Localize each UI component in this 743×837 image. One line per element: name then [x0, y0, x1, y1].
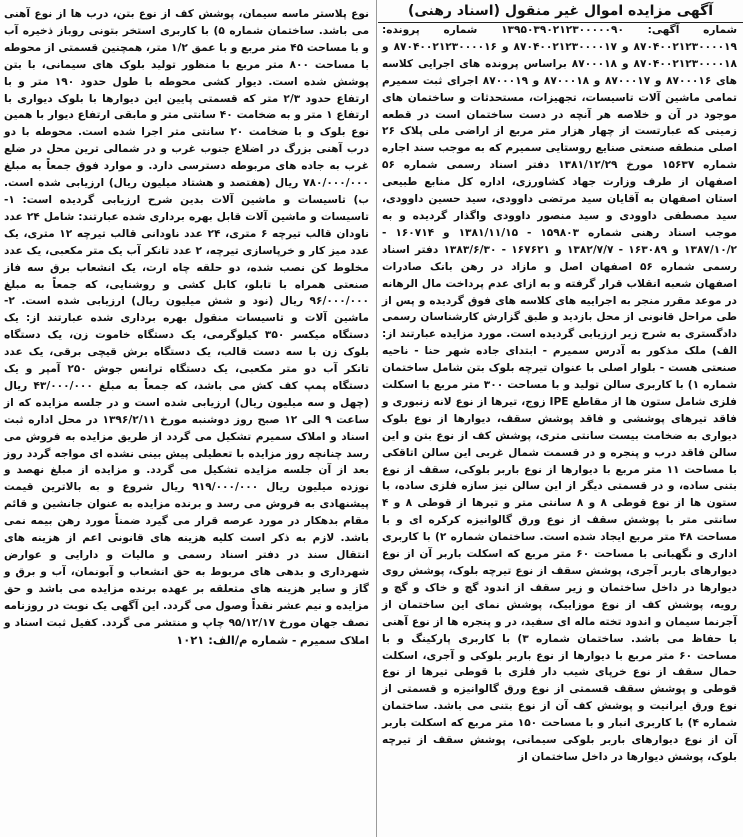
notice-number: شماره م/الف: ۱۰۲۱ [176, 632, 289, 647]
notice-title: آگهی مزایده اموال غیر منقول (اسناد رهنی) [378, 0, 743, 23]
notice-right-column [378, 0, 743, 837]
left-column-text: نوع پلاستر ماسه سیمان، پوشش کف از نوع بتن، درب ها از نوع آهنی می باشد. ساختمان شماره ۵) با کاربری استخر بتونی روباز ذخیره آب و با مساحت ۴۵ متر مربع و با عمق ۱/۲ متر، همچنین قسمتی از محوطه با مساحت ۸۰۰ متر مربع با منظور تولید بلوک های سیمانی، با بتن پوشش شده است. دیوار کشی محوطه با طول حدود ۱۹۰ متر و با ارتفاع حدود ۲/۳ متر که قسمتی پایین این دیوارها با بلوک دیواری با ارتفاع ۱ متر و به ضخامت ۴۰ سانتی متر و مابقی ارتفاع دیوار با همین نوع بلوک و با ضخامت ۲۰ سانتی متر اجرا شده است. محوطه با دو درب آهنی بزرگ در اضلاع جنوب غرب و در شمالی ترین محل در ضلع غرب به جاده های مربوطه دسترسی دارد. و موارد فوق جمعاً به مبلغ ۷۸۰/۰۰۰/۰۰۰ ریال (هفتصد و هشتاد میلیون ریال) ارزیابی شده است. ب) تاسیسات و ماشین آلات بدین شرح ارزیابی گردیده است: ۱- تاسیسات و ماشین آلات قابل بهره برداری شده عبارتند: شامل ۲۴ عدد ناودان قالب تیرچه ۶ متری، ۲۴ عدد ناودانی قالب تیرچه ۱۲ متری، یک عدد میز کار و خرپاسازی تیرچه، ۲ عدد تانکر آب یک متر مکعبی، یک عدد مخلوط کن نصب شده، دو حلقه چاه ارت، یک انشعاب برق سه فاز صنعتی همراه با تابلو، کابل کشی و روشنایی، که جمعاً به مبلغ ۹۶/۰۰۰/۰۰۰ ریال (نود و شش میلیون ریال) ارزیابی شده است. ۲- ماشین آلات و تاسیسات منقول بهره برداری شده عبارتند از: یک دستگاه میکسر ۳۵۰ کیلوگرمی، یک دستگاه خاموت زن، یک دستگاه بلوک زن با سه دست قالب، یک دستگاه برش قیچی برقی، یک عدد تانکر آب دو متر مکعبی، یک دستگاه ترانس جوش ۲۵۰ آمپر و یک دستگاه پمپ کف کش می باشد، که جمعاً به مبلغ ۴۳/۰۰۰/۰۰۰ ریال (چهل و سه میلیون ریال) ارزیابی شده است و در جلسه مزایده که از ساعت ۹ الی ۱۲ صبح روز دوشنبه مورخ ۱۳۹۶/۲/۱۱ در محل اداره ثبت اسناد و املاک سمیرم تشکیل می گردد از طریق مزایده به فروش می رسد چنانچه روز مزایده با تعطیلی پیش بینی نشده ای مواجه گردد روز بعد از آن جلسه مزایده تشکیل می گردد. و مزایده از مبلغ نهصد و نوزده میلیون ریال ۹۱۹/۰۰۰/۰۰۰ ریال شروع و به بالاترین قیمت پیشنهادی به فروش می رسد و برنده مزایده به عنوان جانشین و قائم مقام بدهکار در مورد عرصه قرار می گیرد ضمناً مورد رهن بیمه نمی باشد. لازم به ذکر است کلیه هزینه های قانونی اعم از هزینه های انتقال سند در دفتر اسناد رسمی و مالیات و دارایی و عوارض شهرداری و بدهی های مربوط به حق انشعاب و آبونمان، آب و برق و گاز و سایر هزینه های متعلقه بر عهده برنده مزایده می باشد و حق مزایده و نیم عشر نقداً وصول می گردد. این آگهی یک نوبت در روزنامه نصف جهان مورخ ۹۵/۱۲/۱۷ چاپ و منتشر می گردد. کفیل ثبت اسناد و املاک سمیرم - [4, 8, 370, 647]
column-divider [376, 0, 377, 837]
left-column-paragraph [4, 6, 369, 649]
right-column-text: شماره آگهی: ۱۳۹۵۰۳۹۰۲۱۲۳۰۰۰۰۰۹۰ شماره پرونده: ۸۷۰۴۰۰۲۱۲۳۰۰۰۰۱۹ و ۸۷۰۴۰۰۲۱۲۳۰۰۰۰۱۷ و ۸۷۰۴۰۰۲۱۲۳۰۰۰۰۱۶ و ۸۷۰۴۰۰۲۱۲۳۰۰۰۰۱۸ و ۸۷۰۰۰۱۸ براساس پرونده های اجرایی کلاسه های ۸۷۰۰۰۱۶ و ۸۷۰۰۰۱۷ و ۸۷۰۰۰۱۸ و ۸۷۰۰۰۱۹ اجرای ثبت سمیرم تمامی ماشین آلات تاسیسات، تجهیزات، مستحدثات و ساختمان های موجود در آن و خلاصه هر آنچه در دست ساختمان است در قطعه زمینی که عبارتست از چهار هزار متر مربع از اراضی ملی پلاک ۲۶ اصلی منطقه صنعتی صنایع روستایی سمیرم که به موجب سند اجاره شماره ۱۵۶۳۷ مورخ ۱۳۸۱/۱۲/۲۹ دفتر اسناد رسمی شماره ۵۶ اصفهان از طرف وزارت جهاد کشاورزی، اداره کل منابع طبیعی استان اصفهان به آقایان سید مرتضی داوودی، سید حسین داوودی، سید مصطفی داوودی و سید منصور داوودی واگذار گردیده و به موجب اسناد رهنی شماره ۱۵۹۸۰۳ - ۱۳۸۱/۱۱/۱۵ و ۱۶۰۷۱۴ - ۱۳۸۷/۱۰/۲ و ۱۶۳۰۸۹ - ۱۳۸۲/۷/۷ و ۱۶۷۶۲۱ - ۱۳۸۳/۶/۳۰ دفتر اسناد رسمی شماره ۵۶ اصفهان اصل و مازاد در رهن بانک صادرات اصفهان شعبه انقلاب قرار گرفته و به ازای عدم پرداخت مال الرهانه در موعد مقرر منجر به اجراییه های کلاسه های فوق گردیده و پس از طی مراحل قانونی از محل بازدید و طبق گزارش کارشناسان رسمی دادگستری به شرح زیر ارزیابی گردیده است. مورد مزایده عبارتند از: الف) ملک مذکور به آدرس سمیرم - ابتدای جاده شهر حنا - ناحیه صنعتی هست - بلوار اصلی با عنوان تیرچه بلوک بتن شامل ساختمان شماره ۱) با کاربری سالن تولید و با مساحت ۳۰۰ متر مربع با اسکلت فلزی شامل ستون ها از مقاطع IPE زوج، تیرها از نوع لانه زنبوری و فاقد تیرهای پوششی و فاقد پوشش سقف، دیوارها از نوع بلوک دیواری به ضخامت بیست سانتی متری، پوشش کف از نوع بتن و این سالن فاقد درب و پنجره و در قسمت شمال غربی این سالن اتاقکی با مساحت ۱۱ متر مربع با دیوارها از نوع باربر بلوکی، سقف از نوع بتنی ساده، و در قسمتی دیگر از این سالن نیز سازه فلزی ساده، با ستون ها از نوع قوطی ۸ و ۸ سانتی متر و تیرها از قوطی ۸ و ۴ سانتی متر با پوشش سقف از نوع ورق گالوانیزه کرکره ای و با مساحت ۴۸ متر مربع ایجاد شده است. ساختمان شماره ۲) با کاربری اداری و نگهبانی با مساحت ۶۰ متر مربع که اسکلت باربر آن از نوع دیوارهای باربر آجری، پوشش سقف از نوع تیرچه بلوک، پوشش روی دیوارها در داخل ساختمان و زیر سقف از اندود گچ و خاک و گچ و رویه، پوشش کف از نوع موزاییک، پوشش نمای این ساختمان از آجرنما سیمان و اندود تخته ماله ای سفید، در و پنجره ها از نوع آهنی با حفاظ می باشد. ساختمان شماره ۳) با کاربری پارکینگ و با مساحت ۶۰ متر مربع با دیوارها از نوع باربر بلوکی و آجری، اسکلت حمال سقف از نوع خرپای شیب دار فلزی با قوطی تیرها از نوع قوطی و پوشش سقف قسمتی از نوع ورق گالوانیزه و قسمتی از نوع ورق ایرانیت و پوشش کف آن از نوع بتنی می باشد. ساختمان شماره ۴) با کاربری انبار و با مساحت ۱۵۰ متر مربع که اسکلت باربر آن از نوع دیوارهای باربر بلوکی سیمانی، پوشش سقف از تیرچه بلوک، پوشش دیوارها در داخل ساختمان از [382, 24, 738, 763]
